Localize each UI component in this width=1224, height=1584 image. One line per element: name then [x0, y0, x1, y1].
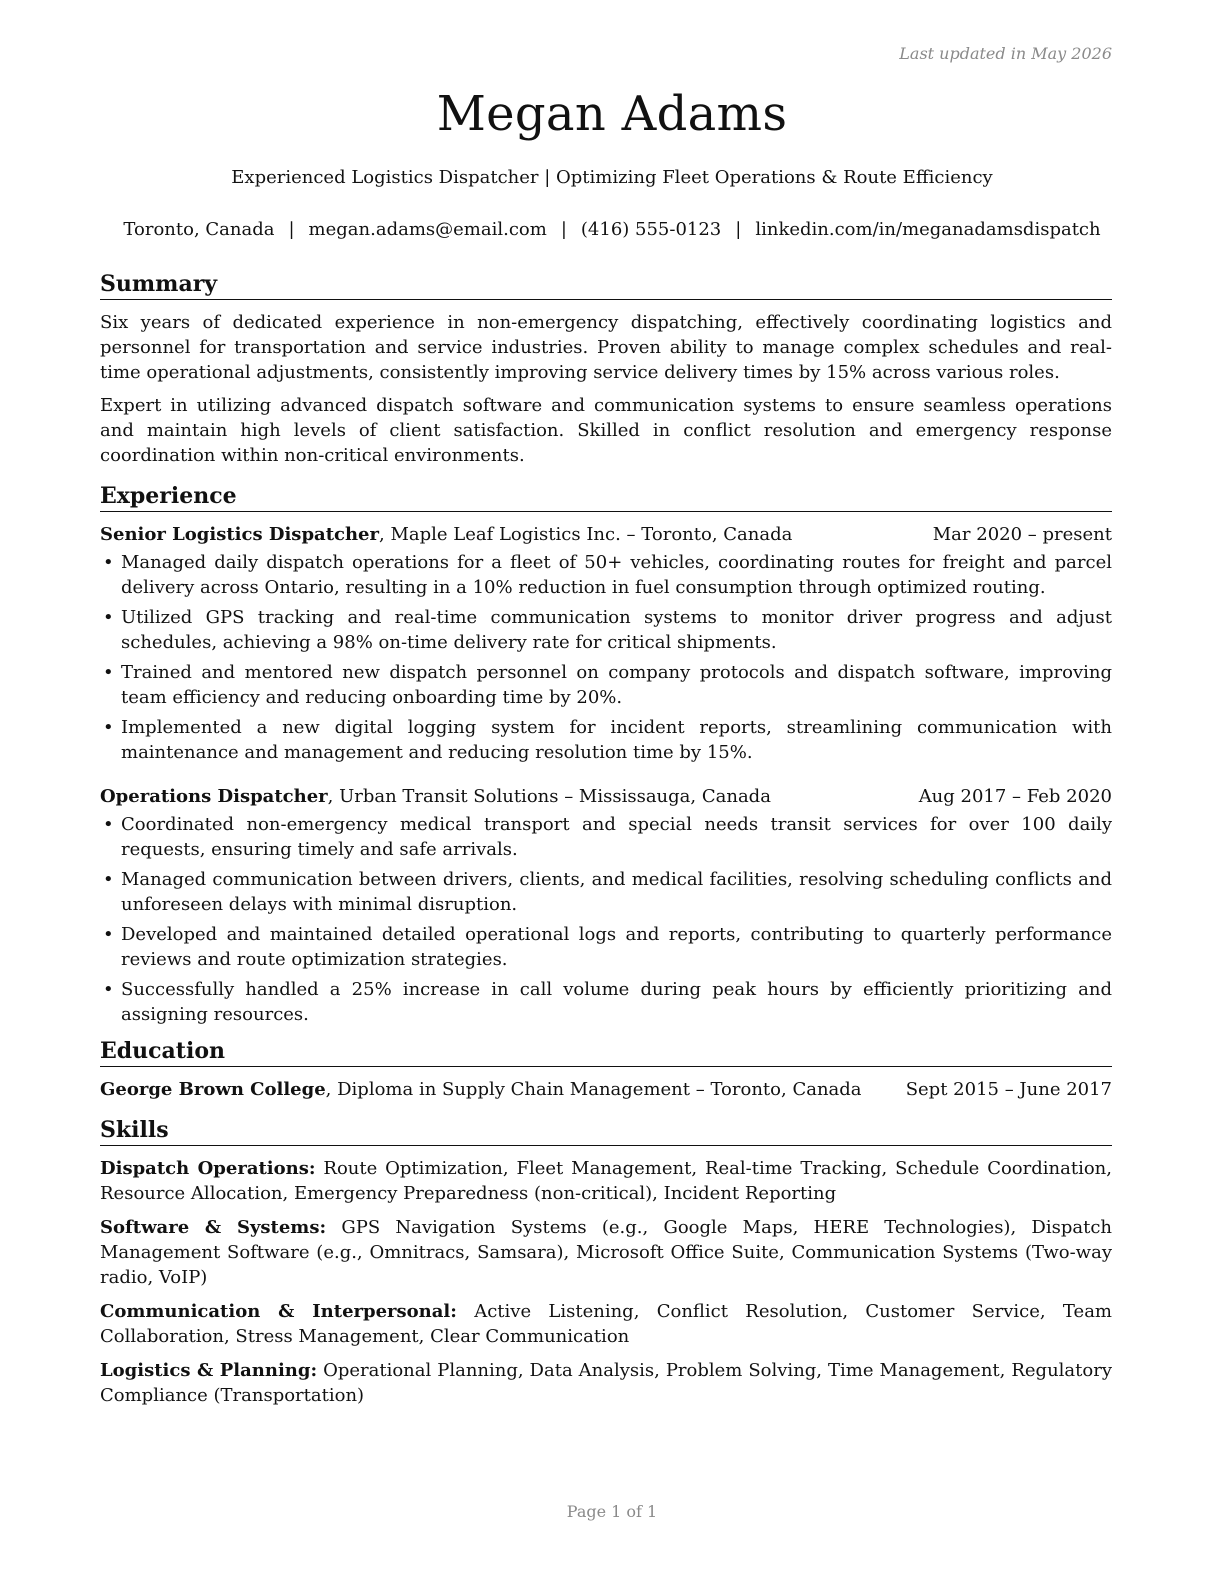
section-title-experience: Experience	[100, 482, 1112, 512]
bullet-dot-icon: •	[103, 607, 114, 628]
last-updated-note: Last updated in May 2026	[899, 44, 1112, 63]
job-title-line	[100, 784, 771, 809]
job-org: , Maple Leaf Logistics Inc. – Toronto, Canada	[379, 524, 793, 545]
skill-group-items: Operational Planning, Data Analysis, Problem Solving, Time Management, Regulatory Compliance (Transportation)	[100, 1360, 1112, 1406]
bullet-dot-icon: •	[103, 979, 114, 1000]
skill-group-label: Logistics & Planning:	[100, 1360, 318, 1381]
bullet-item	[100, 977, 1112, 1027]
bullet-item	[100, 605, 1112, 655]
job-role: Senior Logistics Dispatcher	[100, 524, 379, 545]
job-dates: Mar 2020 – present	[932, 524, 1112, 545]
education-entry	[100, 1077, 1112, 1102]
bullet-item	[100, 660, 1112, 710]
education-line	[100, 1077, 862, 1102]
job-dates: Aug 2017 – Feb 2020	[918, 786, 1112, 807]
experience-section	[100, 482, 1112, 1027]
skill-group-items: GPS Navigation Systems (e.g., Google Maps, HERE Technologies), Dispatch Management Software (e.g., Omnitracs, Samsara), Microsoft Office Suite, Communication Systems (Two-way radio, VoIP)	[100, 1217, 1112, 1288]
contact-phone: (416) 555-0123	[580, 219, 722, 240]
contact-separator: |	[288, 219, 295, 240]
contact-linkedin[interactable]: linkedin.com/in/meganadamsdispatch	[755, 219, 1101, 240]
education-dates: Sept 2015 – June 2017	[905, 1079, 1112, 1100]
skills-section	[100, 1116, 1112, 1408]
skill-group	[100, 1299, 1112, 1349]
skill-group-label: Software & Systems:	[100, 1217, 327, 1238]
bullet-text: Utilized GPS tracking and real-time communication systems to monitor driver progress and adjust schedules, achieving a 98% on-time delivery rate for critical shipments.	[121, 607, 1112, 653]
skill-group-items: Route Optimization, Fleet Management, Real-time Tracking, Schedule Coordination, Resource Allocation, Emergency Preparedness (non-critical), Incident Reporting	[100, 1158, 1112, 1204]
bullet-dot-icon: •	[103, 662, 114, 683]
page-number: Page 1 of 1	[566, 1502, 658, 1521]
contact-line	[0, 219, 1224, 240]
bullet-dot-icon: •	[103, 924, 114, 945]
skill-group	[100, 1358, 1112, 1408]
job-bullets	[100, 812, 1112, 1027]
summary-section	[100, 270, 1112, 468]
section-title-skills: Skills	[100, 1116, 1112, 1146]
bullet-text: Managed daily dispatch operations for a fleet of 50+ vehicles, coordinating routes for freight and parcel delivery across Ontario, resulting in a 10% reduction in fuel consumption through optimized routing.	[121, 552, 1112, 598]
skill-group-items: Active Listening, Conflict Resolution, Customer Service, Team Collaboration, Stress Management, Clear Communication	[100, 1301, 1112, 1347]
bullet-text: Implemented a new digital logging system for incident reports, streamlining communication with maintenance and management and reducing resolution time by 15%.	[121, 717, 1112, 763]
skill-group-label: Communication & Interpersonal:	[100, 1301, 457, 1322]
bullet-item	[100, 550, 1112, 600]
bullet-item	[100, 922, 1112, 972]
bullet-dot-icon: •	[103, 869, 114, 890]
job-title-line	[100, 522, 792, 547]
bullet-dot-icon: •	[103, 552, 114, 573]
contact-location: Toronto, Canada	[123, 219, 275, 240]
bullet-text: Successfully handled a 25% increase in call volume during peak hours by efficiently prioritizing and assigning resources.	[121, 979, 1112, 1025]
bullet-item	[100, 715, 1112, 765]
candidate-name: Megan Adams	[436, 86, 788, 142]
section-title-education: Education	[100, 1037, 1112, 1067]
skill-group-label: Dispatch Operations:	[100, 1158, 316, 1179]
job-bullets	[100, 550, 1112, 765]
bullet-item	[100, 867, 1112, 917]
job-header	[100, 522, 1112, 547]
contact-email[interactable]: megan.adams@email.com	[308, 219, 547, 240]
skill-group	[100, 1156, 1112, 1206]
bullet-dot-icon: •	[103, 717, 114, 738]
education-detail: , Diploma in Supply Chain Management – Toronto, Canada	[325, 1079, 862, 1100]
job-header	[100, 784, 1112, 809]
bullet-text: Developed and maintained detailed operational logs and reports, contributing to quarterly performance reviews and route optimization strategies.	[121, 924, 1112, 970]
resume-content	[100, 270, 1112, 1417]
bullet-text: Coordinated non-emergency medical transport and special needs transit services for over 100 daily requests, ensuring timely and safe arrivals.	[121, 814, 1112, 860]
contact-separator: |	[560, 219, 567, 240]
candidate-headline: Experienced Logistics Dispatcher | Optimizing Fleet Operations & Route Efficiency	[231, 167, 993, 188]
bullet-text: Trained and mentored new dispatch personnel on company protocols and dispatch software, improving team efficiency and reducing onboarding time by 20%.	[121, 662, 1112, 708]
education-school: George Brown College	[100, 1079, 326, 1100]
job-entry	[100, 522, 1112, 765]
section-title-summary: Summary	[100, 270, 1112, 300]
bullet-item	[100, 812, 1112, 862]
bullet-dot-icon: •	[103, 814, 114, 835]
contact-separator: |	[735, 219, 742, 240]
education-section	[100, 1037, 1112, 1102]
summary-paragraph: Expert in utilizing advanced dispatch software and communication systems to ensure seamless operations and maintain high levels of client satisfaction. Skilled in conflict resolution and emergency response coordination within non-critical environments.	[100, 395, 1112, 466]
bullet-text: Managed communication between drivers, clients, and medical facilities, resolving scheduling conflicts and unforeseen delays with minimal disruption.	[121, 869, 1112, 915]
summary-paragraph: Six years of dedicated experience in non-emergency dispatching, effectively coordinating logistics and personnel for transportation and service industries. Proven ability to manage complex schedules and real-time operational adjustments, consistently improving service delivery times by 15% across various roles.	[100, 312, 1112, 383]
job-org: , Urban Transit Solutions – Mississauga, Canada	[327, 786, 771, 807]
skill-group	[100, 1215, 1112, 1290]
job-role: Operations Dispatcher	[100, 786, 328, 807]
job-entry	[100, 784, 1112, 1027]
